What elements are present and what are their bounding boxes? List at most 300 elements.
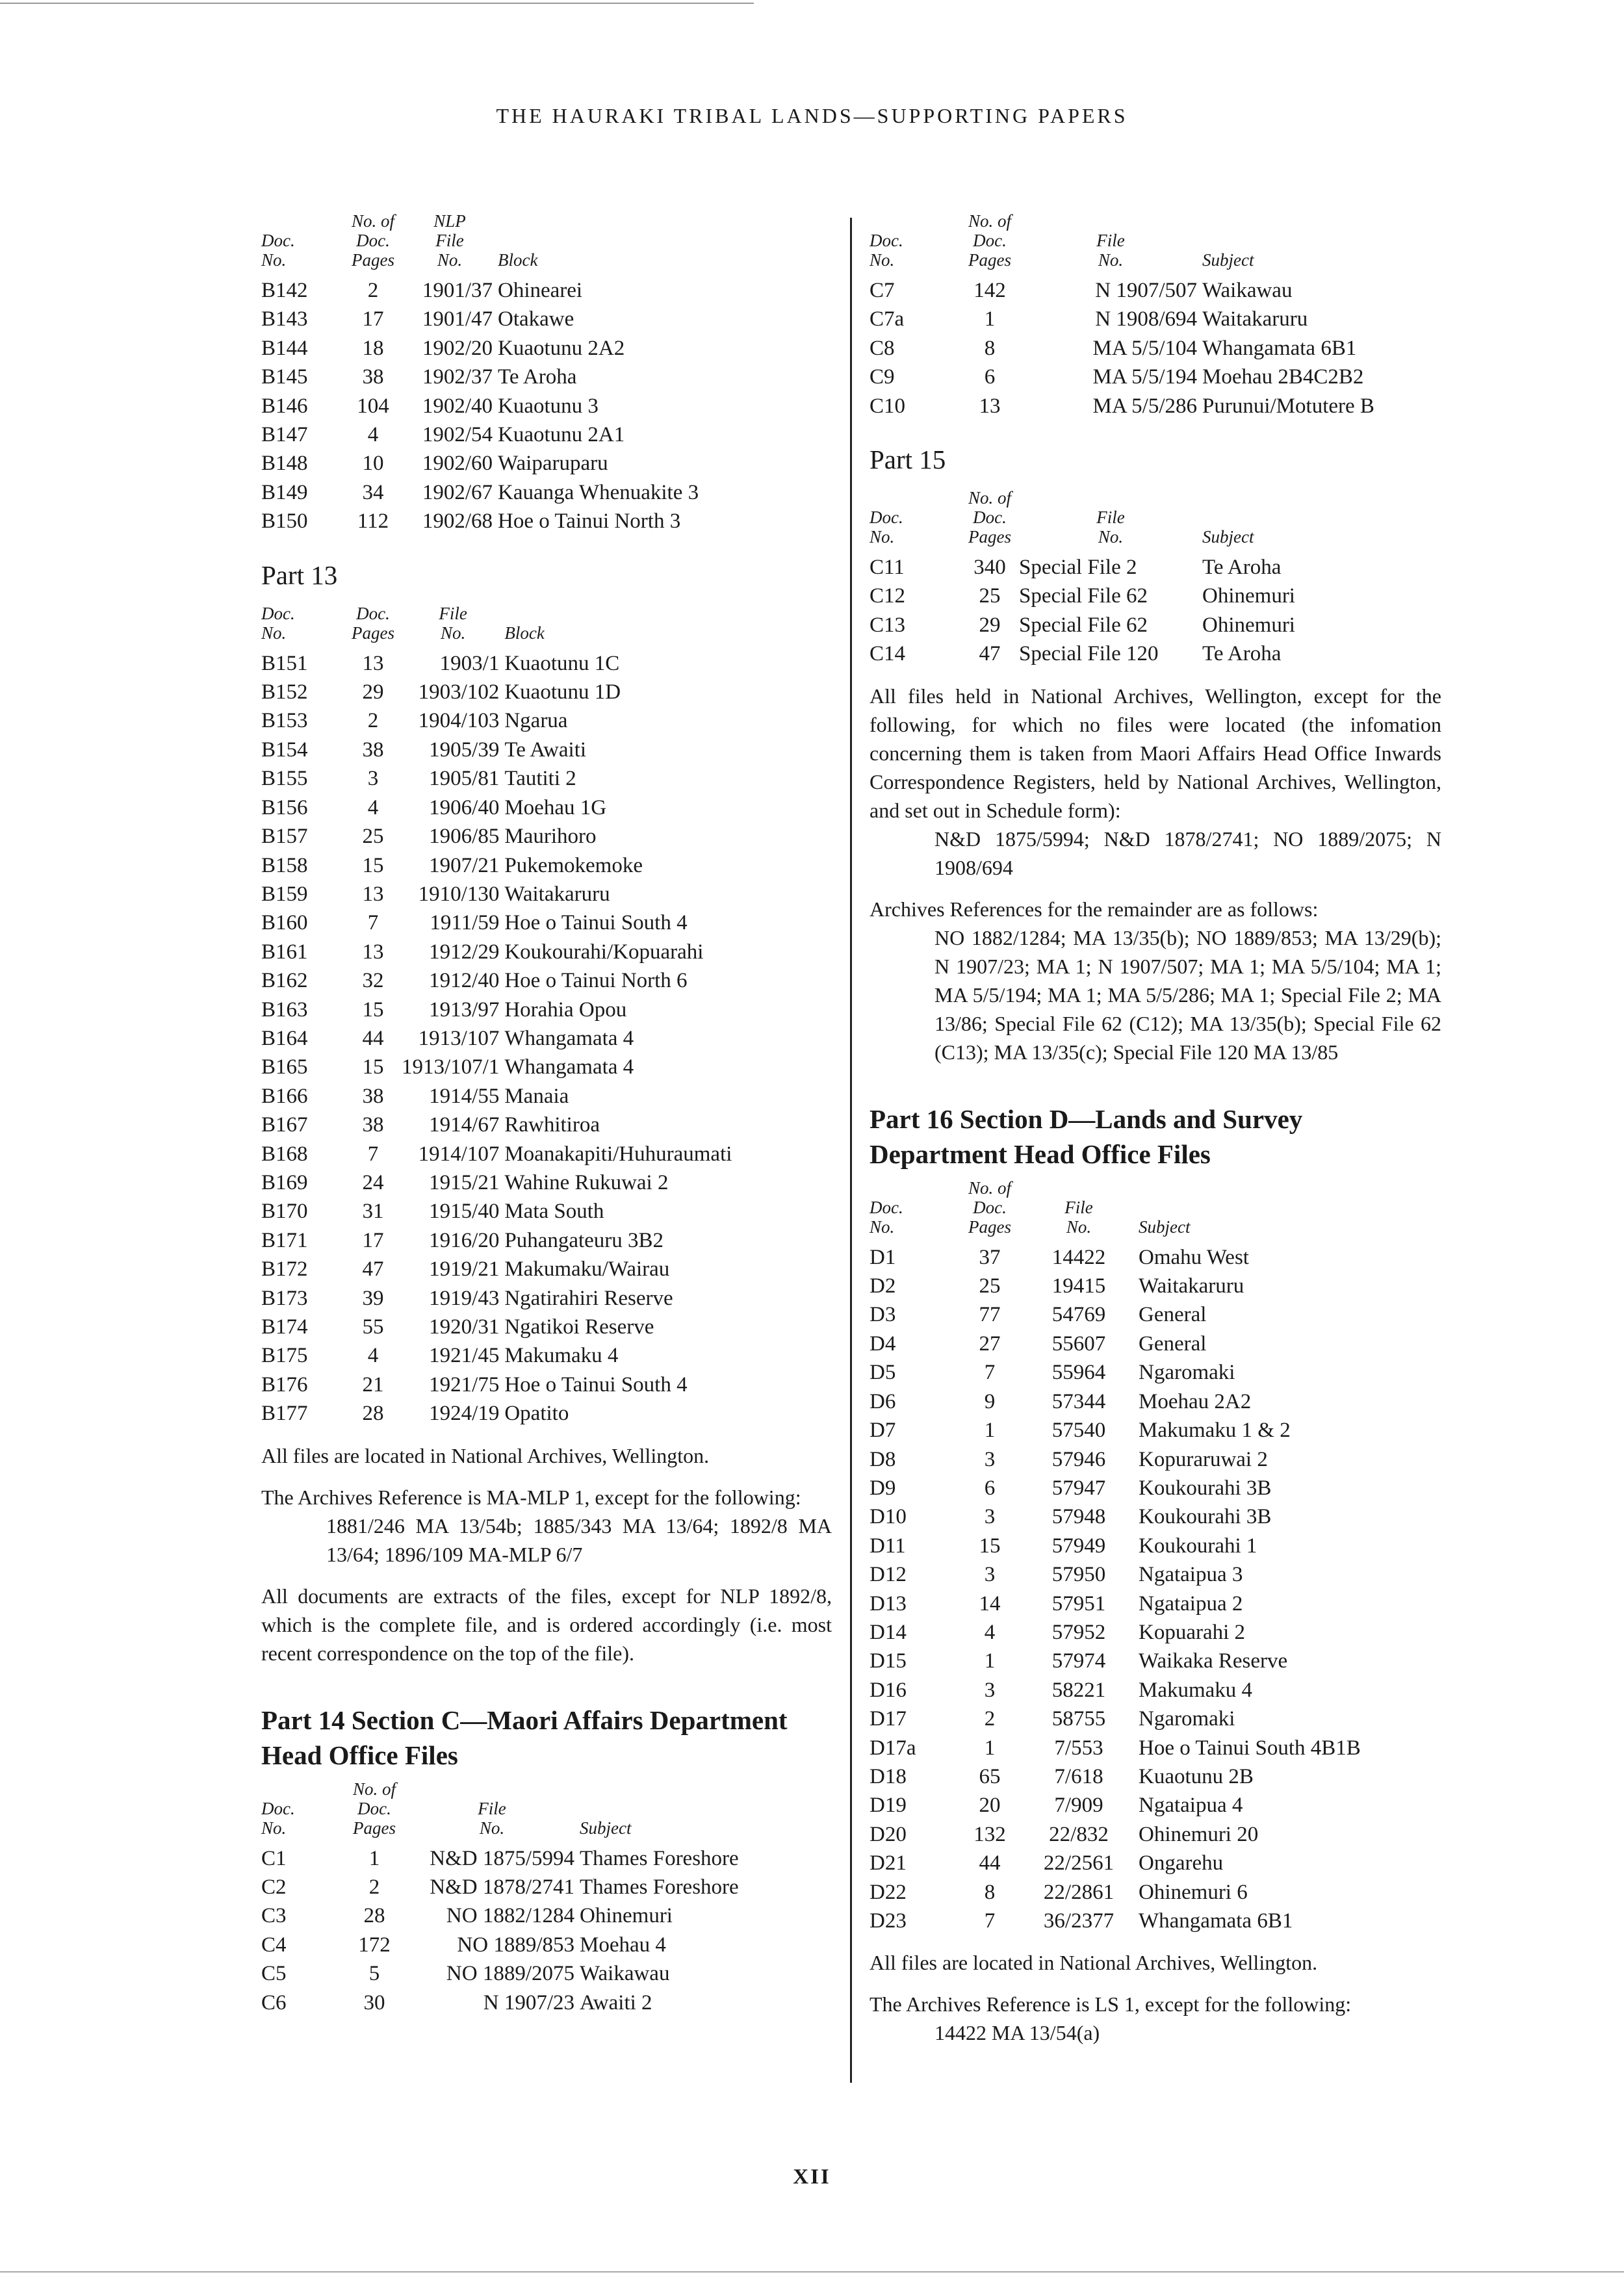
- table-row: [870, 305, 1441, 333]
- cell-subject: Ohinearei: [498, 279, 583, 302]
- cell-doc-no: D12: [870, 1563, 907, 1587]
- part-13-table: [261, 604, 829, 1428]
- table-row: [261, 1226, 829, 1255]
- cell-file-no: MA 5/5/104: [1092, 336, 1197, 360]
- table-row: [870, 1416, 1441, 1445]
- cell-doc-no: B146: [261, 394, 308, 418]
- cell-doc-no: C8: [870, 336, 895, 360]
- table-row: [261, 305, 823, 333]
- cell-file-no: 1902/20: [422, 336, 493, 360]
- cell-doc-no: D5: [870, 1361, 896, 1385]
- cell-file-no: 1915/40: [429, 1200, 500, 1224]
- table-row: [261, 449, 823, 478]
- cell-file-no: 14422: [1051, 1245, 1106, 1269]
- cell-subject: Kopuarahi 2: [1139, 1620, 1246, 1644]
- cell-doc-pages: 2: [367, 709, 379, 733]
- cell-doc-pages: 4: [984, 1620, 996, 1644]
- cell-file-no: 1912/40: [429, 969, 500, 993]
- cell-doc-no: B169: [261, 1170, 308, 1194]
- cell-doc-pages: 28: [363, 1904, 385, 1928]
- cell-subject: Tautiti 2: [504, 767, 576, 791]
- header-doc-pages: No. of Doc. Pages: [351, 211, 394, 270]
- cell-doc-pages: 25: [979, 1274, 1001, 1298]
- table-row: [261, 649, 829, 678]
- cell-doc-pages: 37: [979, 1245, 1001, 1269]
- cell-file-no: 22/2561: [1043, 1851, 1115, 1875]
- cell-file-no: MA 5/5/194: [1092, 365, 1197, 389]
- cell-subject: Hoe o Tainui South 4: [504, 1372, 688, 1397]
- cell-doc-no: C13: [870, 613, 906, 637]
- cell-file-no: 22/2861: [1043, 1880, 1115, 1904]
- table-row: [870, 1445, 1441, 1474]
- table-row: [261, 678, 829, 706]
- cell-doc-no: B151: [261, 651, 308, 675]
- cell-doc-no: D9: [870, 1476, 896, 1500]
- cell-subject: Ohinemuri 20: [1139, 1822, 1259, 1846]
- c-series-table: [870, 211, 1441, 420]
- cell-subject: Ngaromaki: [1139, 1707, 1235, 1731]
- cell-doc-no: D3: [870, 1303, 896, 1327]
- cell-doc-pages: 32: [362, 969, 384, 993]
- cell-doc-no: D10: [870, 1505, 907, 1529]
- part-13-archives-note: The Archives Reference is MA-MLP 1, except for the following:: [261, 1485, 801, 1509]
- cell-doc-pages: 9: [984, 1389, 996, 1413]
- table-row: [870, 1647, 1441, 1675]
- cell-subject: Moehau 1G: [504, 795, 607, 819]
- cell-subject: Kuaotunu 2B: [1139, 1764, 1254, 1788]
- cell-file-no: 57950: [1051, 1563, 1106, 1587]
- part-15-location-note: All files held in National Archives, Wellington, except for the following, for which no files were located (the infomation concerning them is taken from Maori Affairs Head Office Inwards Correspondence Registers, held by National Archives, Wellington, and set out in Schedule form):: [870, 684, 1441, 822]
- cell-doc-no: C9: [870, 365, 895, 389]
- cell-doc-pages: 38: [362, 738, 384, 762]
- cell-subject: Hoe o Tainui South 4B1B: [1139, 1736, 1361, 1760]
- cell-subject: Waikawau: [1202, 279, 1293, 302]
- cell-doc-pages: 132: [973, 1822, 1006, 1846]
- header-subject: Subject: [1202, 527, 1254, 547]
- cell-subject: Omahu West: [1139, 1245, 1249, 1269]
- cell-doc-no: B166: [261, 1084, 308, 1108]
- cell-file-no: 1913/107: [418, 1026, 500, 1050]
- table-row: [870, 1590, 1441, 1618]
- table-row: [261, 1844, 827, 1873]
- table-row: [261, 1399, 829, 1428]
- table-row: [261, 851, 829, 880]
- cell-subject: Waikaka Reserve: [1139, 1649, 1288, 1673]
- cell-subject: Horahia Opou: [504, 998, 627, 1022]
- cell-file-no: 1901/37: [422, 279, 493, 302]
- table-row: [870, 553, 1441, 582]
- cell-subject: Hoe o Tainui North 3: [498, 509, 681, 534]
- cell-doc-pages: 7: [984, 1361, 996, 1385]
- table-row: [261, 1341, 829, 1370]
- part-16-table: [870, 1178, 1441, 1936]
- cell-doc-no: C4: [261, 1933, 287, 1957]
- cell-subject: Ngataipua 4: [1139, 1794, 1243, 1818]
- cell-subject: Ohinemuri: [1202, 584, 1295, 608]
- cell-doc-pages: 47: [362, 1257, 384, 1281]
- cell-doc-no: D15: [870, 1649, 907, 1673]
- cell-file-no: 57946: [1051, 1447, 1106, 1471]
- header-doc-no: Doc. No.: [261, 603, 295, 643]
- cell-subject: Puhangateuru 3B2: [504, 1228, 664, 1252]
- cell-doc-pages: 38: [362, 1113, 384, 1137]
- cell-file-no: 57949: [1051, 1534, 1106, 1558]
- cell-file-no: 1910/130: [418, 882, 500, 906]
- cell-subject: Te Aroha: [1202, 556, 1282, 580]
- header-file-no: NLP File No.: [433, 211, 466, 270]
- cell-doc-no: B144: [261, 336, 308, 360]
- cell-file-no: 1913/97: [429, 998, 500, 1022]
- cell-doc-pages: 28: [362, 1402, 384, 1426]
- cell-file-no: Special File 120: [1019, 642, 1159, 666]
- cell-doc-no: B149: [261, 480, 308, 504]
- table-row: [261, 996, 829, 1024]
- table-row: [261, 334, 823, 363]
- table-row: [261, 793, 829, 822]
- cell-file-no: 1902/54: [422, 423, 493, 447]
- table-row: [870, 1849, 1441, 1877]
- cell-subject: Kuaotunu 1C: [504, 651, 620, 675]
- table-row: [261, 764, 829, 793]
- cell-doc-no: B171: [261, 1228, 308, 1252]
- cell-file-no: 7/618: [1054, 1764, 1103, 1788]
- cell-doc-no: B177: [261, 1402, 308, 1426]
- cell-doc-no: C7: [870, 279, 895, 302]
- cell-doc-pages: 14: [979, 1591, 1001, 1616]
- cell-subject: Waitakaruru: [504, 882, 610, 906]
- cell-subject: Ohinemuri 6: [1139, 1880, 1248, 1904]
- table-row: [870, 1560, 1441, 1589]
- cell-file-no: 1914/67: [429, 1113, 500, 1137]
- cell-doc-no: B159: [261, 882, 308, 906]
- cell-doc-no: B152: [261, 680, 308, 704]
- cell-doc-no: B158: [261, 853, 308, 877]
- table-row: [261, 392, 823, 420]
- cell-doc-pages: 4: [367, 1344, 379, 1368]
- cell-doc-pages: 3: [984, 1505, 996, 1529]
- cell-doc-pages: 3: [984, 1563, 996, 1587]
- cell-doc-pages: 17: [362, 307, 384, 331]
- cell-file-no: 1921/45: [429, 1344, 500, 1368]
- table-row: [870, 1820, 1441, 1849]
- cell-doc-pages: 1: [984, 1649, 996, 1673]
- table-row: [261, 507, 823, 535]
- cell-subject: Waitakaruru: [1202, 307, 1308, 331]
- table-row: [261, 1371, 829, 1399]
- cell-file-no: MA 5/5/286: [1092, 394, 1197, 418]
- cell-file-no: 1906/85: [429, 825, 500, 849]
- table-row: [261, 736, 829, 764]
- part-15-archives-note: Archives References for the remainder are as follows:: [870, 897, 1319, 921]
- table-row: [261, 363, 823, 391]
- table-row: [870, 276, 1441, 305]
- cell-doc-pages: 8: [984, 1880, 996, 1904]
- header-doc-pages: No. of Doc. Pages: [968, 488, 1011, 547]
- cell-doc-no: B148: [261, 452, 308, 476]
- table-row: [261, 1989, 827, 2017]
- cell-doc-no: C11: [870, 556, 905, 580]
- cell-subject: Te Aroha: [498, 365, 577, 389]
- table-row: [870, 1474, 1441, 1502]
- cell-doc-pages: 5: [368, 1962, 380, 1986]
- table-row: [261, 276, 823, 305]
- cell-file-no: 55607: [1051, 1332, 1106, 1356]
- cell-doc-no: C1: [261, 1846, 287, 1870]
- cell-file-no: 1901/47: [422, 307, 493, 331]
- cell-file-no: NO 1889/853: [457, 1933, 574, 1957]
- cell-doc-no: B164: [261, 1026, 308, 1050]
- table-row: [261, 1255, 829, 1283]
- cell-file-no: 1902/68: [422, 509, 493, 534]
- cell-doc-pages: 7: [367, 911, 379, 935]
- cell-subject: Moanakapiti/Huhuraumati: [504, 1142, 732, 1166]
- cell-doc-pages: 6: [984, 365, 996, 389]
- cell-subject: Mata South: [504, 1200, 604, 1224]
- cell-doc-no: B155: [261, 767, 308, 791]
- cell-file-no: 1905/81: [429, 767, 500, 791]
- cell-doc-pages: 1: [984, 1419, 996, 1443]
- page-number: XII: [793, 2165, 831, 2189]
- cell-file-no: 1907/21: [429, 853, 500, 877]
- cell-subject: Wahine Rukuwai 2: [504, 1170, 669, 1194]
- header-file-no: File No.: [439, 603, 467, 643]
- cell-doc-pages: 29: [979, 613, 1001, 637]
- cell-subject: Manaia: [504, 1084, 569, 1108]
- header-file-no: File No.: [1064, 1197, 1093, 1237]
- cell-subject: Ngataipua 2: [1139, 1591, 1243, 1616]
- cell-file-no: 57948: [1051, 1505, 1106, 1529]
- cell-doc-no: D17: [870, 1707, 907, 1731]
- cell-doc-pages: 13: [362, 882, 384, 906]
- cell-file-no: 57344: [1051, 1389, 1106, 1413]
- cell-subject: Whangamata 4: [504, 1026, 634, 1050]
- header-file-no: File No.: [1096, 231, 1125, 270]
- part-16-heading: Part 16 Section D—Lands and Survey Department Head Office Files: [870, 1103, 1303, 1169]
- cell-doc-no: B160: [261, 911, 308, 935]
- cell-file-no: 1916/20: [429, 1228, 500, 1252]
- cell-subject: Thames Foreshore: [580, 1846, 739, 1870]
- cell-doc-pages: 25: [362, 825, 384, 849]
- table-row: [870, 1734, 1441, 1762]
- cell-file-no: 1919/43: [429, 1286, 500, 1310]
- cell-doc-no: D1: [870, 1245, 896, 1269]
- cell-subject: Ohinemuri: [1202, 613, 1295, 637]
- left-column: [261, 211, 832, 2017]
- table-row: [870, 1907, 1441, 1935]
- header-doc-no: Doc. No.: [870, 231, 903, 270]
- cell-doc-pages: 44: [979, 1851, 1001, 1875]
- table-row: [870, 1387, 1441, 1416]
- cell-subject: Whangamata 6B1: [1202, 336, 1357, 360]
- header-doc-no: Doc. No.: [870, 1197, 903, 1237]
- running-head: THE HAURAKI TRIBAL LANDS—SUPPORTING PAPERS: [496, 104, 1128, 127]
- cell-file-no: 58221: [1051, 1678, 1106, 1702]
- cell-file-no: 1921/75: [429, 1372, 500, 1397]
- table-row: [870, 582, 1441, 610]
- cell-doc-pages: 15: [979, 1534, 1001, 1558]
- cell-file-no: 1904/103: [418, 709, 500, 733]
- cell-doc-no: D16: [870, 1678, 907, 1702]
- cell-file-no: 1914/55: [429, 1084, 500, 1108]
- cell-subject: Koukourahi 3B: [1139, 1505, 1272, 1529]
- table-row: [870, 611, 1441, 639]
- cell-doc-pages: 104: [357, 394, 389, 418]
- cell-subject: Awaiti 2: [580, 1990, 652, 2015]
- table-row: [261, 420, 823, 449]
- part-14-heading: Part 14 Section C—Maori Affairs Department Head Office Files: [261, 1705, 788, 1770]
- cell-doc-pages: 25: [979, 584, 1001, 608]
- cell-subject: Te Aroha: [1202, 642, 1282, 666]
- cell-file-no: 1915/21: [429, 1170, 500, 1194]
- cell-doc-pages: 13: [979, 394, 1001, 418]
- cell-doc-pages: 142: [973, 279, 1006, 302]
- cell-doc-no: B145: [261, 365, 308, 389]
- table-row: [261, 938, 829, 966]
- cell-subject: Waitakaruru: [1139, 1274, 1244, 1298]
- cell-subject: Ngarua: [504, 709, 568, 733]
- cell-file-no: 57540: [1051, 1419, 1106, 1443]
- cell-doc-pages: 3: [367, 767, 379, 791]
- cell-doc-pages: 15: [362, 853, 384, 877]
- cell-doc-pages: 15: [362, 998, 384, 1022]
- cell-doc-pages: 55: [362, 1315, 384, 1339]
- cell-doc-no: D19: [870, 1794, 907, 1818]
- part-15-table: [870, 488, 1441, 669]
- cell-subject: General: [1139, 1303, 1207, 1327]
- cell-doc-pages: 7: [367, 1142, 379, 1166]
- cell-doc-pages: 2: [368, 1875, 380, 1899]
- cell-file-no: 1913/107/1: [402, 1055, 500, 1079]
- cell-file-no: 58755: [1051, 1707, 1106, 1731]
- cell-doc-no: B172: [261, 1257, 308, 1281]
- cell-doc-pages: 27: [979, 1332, 1001, 1356]
- table-row: [261, 908, 829, 937]
- cell-doc-no: D8: [870, 1447, 896, 1471]
- cell-subject: Koukourahi/Kopuarahi: [504, 940, 704, 964]
- part-15-heading: Part 15: [870, 444, 946, 475]
- cell-doc-no: B161: [261, 940, 308, 964]
- cell-doc-no: C7a: [870, 307, 905, 331]
- part-16-archives-list: 14422 MA 13/54(a): [934, 2021, 1100, 2045]
- cell-doc-no: D17a: [870, 1736, 916, 1760]
- cell-doc-no: C2: [261, 1875, 287, 1899]
- table-row: [261, 1873, 827, 1901]
- cell-doc-no: D2: [870, 1274, 896, 1298]
- table-row: [870, 1791, 1441, 1820]
- cell-subject: Maurihoro: [504, 825, 597, 849]
- table-row: [870, 363, 1441, 391]
- cell-doc-no: C5: [261, 1962, 287, 1986]
- header-doc-pages: Doc. Pages: [352, 603, 394, 643]
- cell-doc-pages: 18: [362, 336, 384, 360]
- cell-doc-no: D20: [870, 1822, 907, 1846]
- cell-doc-no: B150: [261, 509, 308, 534]
- cell-subject: Makumaku 1 & 2: [1139, 1419, 1291, 1443]
- cell-doc-no: B176: [261, 1372, 308, 1397]
- cell-doc-pages: 44: [362, 1026, 384, 1050]
- header-doc-no: Doc. No.: [870, 508, 903, 547]
- cell-file-no: 1902/40: [422, 394, 493, 418]
- cell-doc-pages: 1: [984, 307, 996, 331]
- table-row: [261, 1168, 829, 1197]
- cell-file-no: 1902/67: [422, 480, 493, 504]
- table-row: [870, 1878, 1441, 1907]
- part-15-archives-list: NO 1882/1284; MA 13/35(b); NO 1889/853; MA 13/29(b); N 1907/23; MA 1; N 1907/507; MA 1; MA 5/5/104; MA 1; MA 5/5/194; MA 1; MA 5/5/286; MA 1; Special File 2; MA 13/86; Special File 62 (C12); MA 13/35(b); Special File 62 (C13); MA 13/35(c); Special File 120 MA 13/85: [934, 925, 1441, 1064]
- part-14-table: [261, 1779, 827, 2017]
- cell-file-no: 1903/1: [439, 651, 500, 675]
- cell-subject: Whangamata 6B1: [1139, 1909, 1293, 1933]
- cell-file-no: 1902/37: [422, 365, 493, 389]
- cell-doc-no: B143: [261, 307, 308, 331]
- cell-file-no: N&D 1878/2741: [430, 1875, 574, 1899]
- cell-subject: Otakawe: [498, 307, 574, 331]
- cell-doc-pages: 30: [363, 1990, 385, 2015]
- cell-doc-no: B175: [261, 1344, 308, 1368]
- cell-file-no: 7/553: [1054, 1736, 1103, 1760]
- cell-subject: Te Awaiti: [504, 738, 587, 762]
- cell-file-no: 1911/59: [430, 911, 500, 935]
- cell-doc-no: D7: [870, 1419, 896, 1443]
- cell-subject: Ohinemuri: [580, 1904, 673, 1928]
- cell-file-no: N 1908/694: [1095, 307, 1197, 331]
- cell-subject: Waikawau: [580, 1962, 670, 1986]
- cell-doc-no: D4: [870, 1332, 896, 1356]
- table-row: [870, 1502, 1441, 1531]
- cell-file-no: 1902/60: [422, 452, 493, 476]
- cell-doc-no: B154: [261, 738, 308, 762]
- cell-doc-no: D11: [870, 1534, 906, 1558]
- table-row: [261, 1082, 829, 1111]
- header-doc-no: Doc. No.: [261, 1798, 295, 1838]
- cell-subject: Whangamata 4: [504, 1055, 634, 1079]
- header-doc-no: Doc. No.: [261, 231, 295, 270]
- table-row: [870, 1762, 1441, 1791]
- table-row: [261, 822, 829, 851]
- table-row: [261, 1901, 827, 1930]
- cell-file-no: 54769: [1051, 1303, 1106, 1327]
- cell-subject: Kauanga Whenuakite 3: [498, 480, 699, 504]
- table-row: [870, 1272, 1441, 1300]
- table-row: [870, 1705, 1441, 1733]
- table-row: [870, 1358, 1441, 1387]
- header-subject: Subject: [580, 1818, 632, 1838]
- cell-subject: Ngatikoi Reserve: [504, 1315, 654, 1339]
- cell-file-no: 1920/31: [429, 1315, 500, 1339]
- cell-doc-no: D23: [870, 1909, 907, 1933]
- table-row: [261, 1024, 829, 1053]
- cell-doc-pages: 47: [979, 642, 1001, 666]
- table-row: [870, 1330, 1441, 1358]
- cell-doc-no: B170: [261, 1200, 308, 1224]
- cell-file-no: 57947: [1051, 1476, 1106, 1500]
- cell-file-no: N&D 1875/5994: [430, 1846, 574, 1870]
- cell-file-no: 1903/102: [418, 680, 500, 704]
- cell-subject: Kuaotunu 2A1: [498, 423, 625, 447]
- header-doc-pages: No. of Doc. Pages: [968, 1178, 1011, 1237]
- table-row: [261, 1931, 827, 1959]
- cell-subject: Kuaotunu 1D: [504, 680, 621, 704]
- cell-doc-pages: 172: [358, 1933, 391, 1957]
- table-row: [870, 1618, 1441, 1647]
- cell-file-no: Special File 2: [1019, 556, 1137, 580]
- cell-subject: Hoe o Tainui South 4: [504, 911, 688, 935]
- table-row: [870, 1300, 1441, 1329]
- cell-file-no: 1912/29: [429, 940, 500, 964]
- cell-file-no: 57974: [1051, 1649, 1106, 1673]
- cell-subject: Makumaku 4: [1139, 1678, 1253, 1702]
- cell-doc-no: D6: [870, 1389, 896, 1413]
- cell-doc-no: B157: [261, 825, 308, 849]
